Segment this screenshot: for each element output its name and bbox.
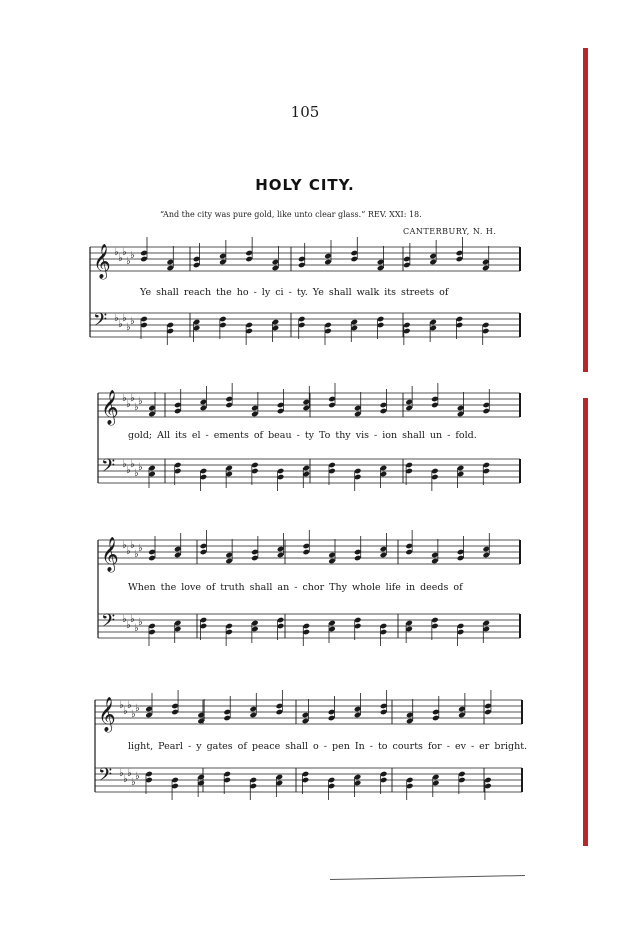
- treble-clef-icon: 𝄞: [98, 697, 116, 732]
- flat-sign-icon: ♭: [123, 774, 128, 785]
- flat-sign-icon: ♭: [130, 316, 135, 327]
- flat-sign-icon: ♭: [114, 247, 119, 258]
- flat-sign-icon: ♭: [114, 313, 119, 324]
- flat-sign-icon: ♭: [122, 247, 127, 258]
- flat-sign-icon: ♭: [126, 620, 131, 631]
- flat-sign-icon: ♭: [122, 459, 127, 470]
- flat-sign-icon: ♭: [122, 540, 127, 551]
- flat-sign-icon: ♭: [138, 617, 143, 628]
- flat-sign-icon: ♭: [122, 393, 127, 404]
- lyric-line-3: When the love of truth shall an - chor Thy whole life in deeds of: [128, 582, 463, 593]
- flat-sign-icon: ♭: [135, 703, 140, 714]
- flat-sign-icon: ♭: [130, 393, 135, 404]
- flat-sign-icon: ♭: [131, 709, 136, 720]
- flat-sign-icon: ♭: [130, 250, 135, 261]
- bass-clef-icon: 𝄢: [98, 765, 113, 790]
- bass-clef-icon: 𝄢: [101, 456, 116, 481]
- flat-sign-icon: ♭: [122, 614, 127, 625]
- hymn-title: HOLY CITY.: [255, 176, 355, 194]
- lyric-line-4: light, Pearl - y gates of peace shall o - pen In - to courts for - ev - er bright.: [128, 741, 528, 752]
- flat-sign-icon: ♭: [118, 253, 123, 264]
- flat-sign-icon: ♭: [126, 546, 131, 557]
- page-number: 105: [290, 103, 320, 121]
- flat-sign-icon: ♭: [135, 771, 140, 782]
- lyric-line-1: Ye shall reach the ho - ly ci - ty. Ye shall walk its streets of: [140, 287, 449, 298]
- margin-red-bar-bottom: [583, 398, 588, 846]
- bass-clef-icon: 𝄢: [101, 611, 116, 636]
- tune-attribution: CANTERBURY, N. H.: [403, 227, 497, 236]
- flat-sign-icon: ♭: [134, 468, 139, 479]
- flat-sign-icon: ♭: [131, 777, 136, 788]
- lyric-line-2: gold; All its el - ements of beau - ty To thy vis - ion shall un - fold.: [128, 430, 477, 441]
- flat-sign-icon: ♭: [119, 768, 124, 779]
- flat-sign-icon: ♭: [126, 322, 131, 333]
- flat-sign-icon: ♭: [134, 623, 139, 634]
- flat-sign-icon: ♭: [130, 459, 135, 470]
- bass-clef-icon: 𝄢: [93, 310, 108, 335]
- flat-sign-icon: ♭: [119, 700, 124, 711]
- flat-sign-icon: ♭: [126, 399, 131, 410]
- flat-sign-icon: ♭: [138, 462, 143, 473]
- flat-sign-icon: ♭: [138, 543, 143, 554]
- scripture-epigraph: “And the city was pure gold, like unto clear glass.” REV. XXI: 18.: [160, 210, 422, 219]
- margin-red-bar-top: [583, 48, 588, 372]
- flat-sign-icon: ♭: [127, 700, 132, 711]
- treble-clef-icon: 𝄞: [93, 244, 111, 279]
- flat-sign-icon: ♭: [127, 768, 132, 779]
- treble-clef-icon: 𝄞: [101, 537, 119, 572]
- flat-sign-icon: ♭: [126, 465, 131, 476]
- treble-clef-icon: 𝄞: [101, 390, 119, 425]
- flat-sign-icon: ♭: [138, 396, 143, 407]
- flat-sign-icon: ♭: [130, 540, 135, 551]
- flat-sign-icon: ♭: [118, 319, 123, 330]
- flat-sign-icon: ♭: [126, 256, 131, 267]
- flat-sign-icon: ♭: [134, 549, 139, 560]
- flat-sign-icon: ♭: [130, 614, 135, 625]
- flat-sign-icon: ♭: [122, 313, 127, 324]
- flat-sign-icon: ♭: [123, 706, 128, 717]
- flat-sign-icon: ♭: [134, 402, 139, 413]
